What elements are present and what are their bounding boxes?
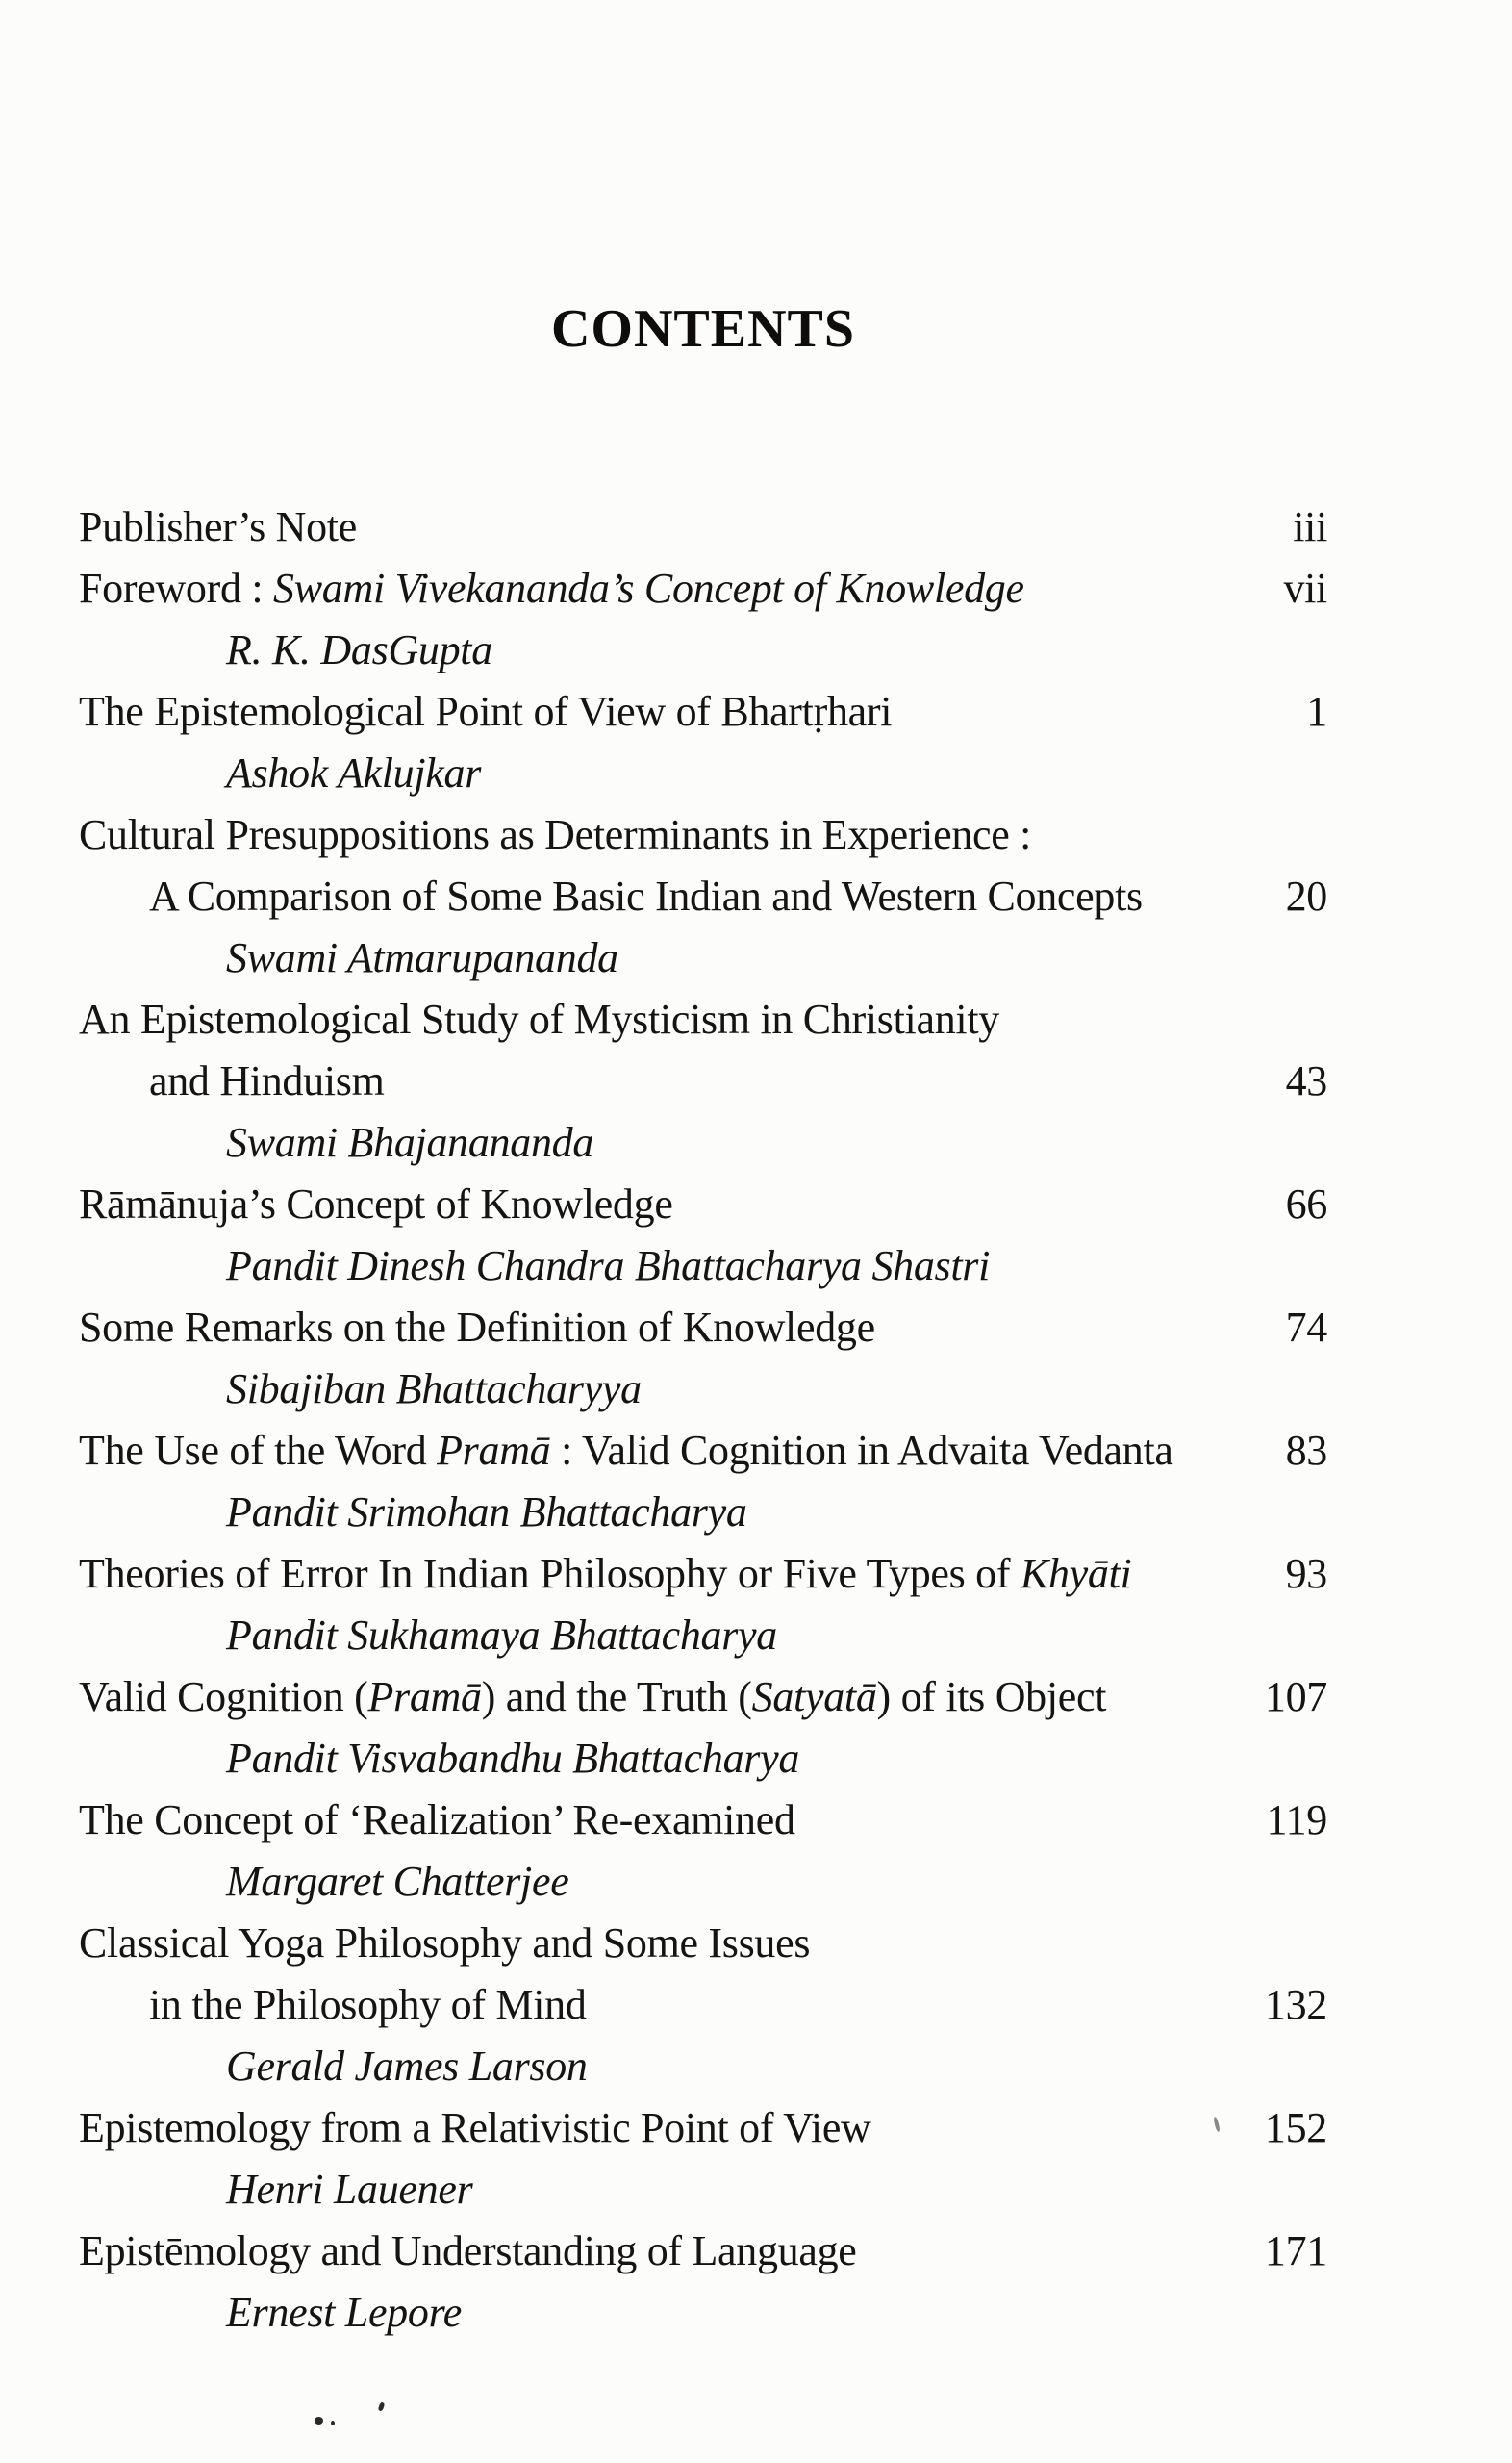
toc-entry-row [79, 496, 1327, 558]
author-name: Sibajiban Bhattacharyya [226, 1365, 642, 1412]
author-name: Pandit Visvabandhu Bhattacharya [226, 1735, 800, 1782]
toc-entry-row [79, 1051, 1327, 1112]
page-number: iii [1293, 503, 1327, 550]
author-name: Swami Bhajanananda [226, 1119, 594, 1166]
toc-author-row [79, 1851, 1327, 1913]
author-name: Gerald James Larson [226, 2043, 588, 2090]
entry-title: Epistēmology and Understanding of Language [79, 2227, 857, 2274]
entry-title: The Concept of ‘Realization’ Re-examined [79, 1796, 795, 1843]
scan-speck [331, 2421, 335, 2425]
page-number: 171 [1264, 2227, 1327, 2274]
entry-title: Rāmānuja’s Concept of Knowledge [79, 1181, 673, 1228]
page-number: 93 [1285, 1550, 1327, 1597]
page-number: 74 [1285, 1304, 1327, 1351]
author-name: R. K. DasGupta [226, 626, 492, 673]
toc-entry-row [79, 558, 1327, 620]
entry-title: Some Remarks on the Definition of Knowledge [79, 1304, 875, 1351]
toc-entry-row [79, 1543, 1327, 1605]
author-name: Ashok Aklujkar [226, 749, 482, 797]
page-number: 132 [1264, 1981, 1327, 2028]
entry-title-line2: A Comparison of Some Basic Indian and Western Concepts [149, 873, 1143, 920]
entry-title-line2: and Hinduism [149, 1057, 385, 1105]
toc-author-row [79, 1605, 1327, 1666]
toc-author-row [79, 2036, 1327, 2097]
entry-title-line1: An Epistemological Study of Mysticism in Christianity [79, 996, 999, 1043]
toc-author-row [79, 927, 1327, 989]
toc-entry-row [79, 1974, 1327, 2036]
entry-title: The Epistemological Point of View of Bhartṛhari [79, 688, 893, 735]
entry-title-line2: in the Philosophy of Mind [149, 1981, 587, 2028]
entry-title: Theories of Error In Indian Philosophy or Five Types of Khyāti [79, 1550, 1132, 1597]
toc-entry-row [79, 866, 1327, 927]
author-name: Ernest Lepore [226, 2289, 462, 2336]
toc-author-row [79, 1728, 1327, 1790]
page-number: 43 [1285, 1057, 1327, 1105]
author-name: Henri Lauener [226, 2166, 473, 2213]
entry-title: Epistemology from a Relativistic Point of View [79, 2104, 871, 2151]
author-name: Pandit Srimohan Bhattacharya [226, 1488, 747, 1536]
toc-author-row [79, 2159, 1327, 2221]
scan-speck [378, 2401, 386, 2411]
toc-author-row [79, 1112, 1327, 1174]
entry-title: Foreword : Swami Vivekananda’s Concept of Knowledge [79, 565, 1024, 612]
toc-entry-row [79, 804, 1327, 866]
toc-author-row [79, 1482, 1327, 1543]
toc-entry-row [79, 2221, 1327, 2282]
scan-speck [315, 2417, 323, 2425]
toc-entry-row [79, 1420, 1327, 1482]
author-name: Pandit Sukhamaya Bhattacharya [226, 1612, 777, 1659]
toc-author-row [79, 743, 1327, 804]
toc-entry-row [79, 1666, 1327, 1728]
toc-author-row [79, 620, 1327, 681]
author-name: Margaret Chatterjee [226, 1858, 569, 1905]
page-number: 1 [1306, 688, 1327, 735]
toc-author-row [79, 1235, 1327, 1297]
entry-title: The Use of the Word Pramā : Valid Cognition in Advaita Vedanta [79, 1427, 1173, 1474]
toc-entry-row [79, 989, 1327, 1051]
page-number: 119 [1266, 1796, 1327, 1843]
table-of-contents [79, 496, 1327, 2344]
toc-entry-row [79, 1297, 1327, 1358]
author-name: Pandit Dinesh Chandra Bhattacharya Shastri [226, 1242, 991, 1289]
toc-entry-row [79, 1174, 1327, 1235]
page-number: 66 [1285, 1181, 1327, 1228]
entry-title-line1: Cultural Presuppositions as Determinants in Experience : [79, 811, 1032, 858]
toc-author-row [79, 1358, 1327, 1420]
toc-author-row [79, 2282, 1327, 2344]
entry-title-line1: Classical Yoga Philosophy and Some Issues [79, 1919, 811, 1967]
toc-entry-row [79, 1790, 1327, 1851]
page-number: vii [1283, 565, 1327, 612]
toc-entry-row [79, 681, 1327, 743]
entry-title: Valid Cognition (Pramā) and the Truth (Satyatā) of its Object [79, 1673, 1107, 1720]
page-number: 107 [1264, 1673, 1327, 1720]
toc-entry-row [79, 1913, 1327, 1974]
page-title: CONTENTS [550, 299, 856, 359]
author-name: Swami Atmarupananda [226, 934, 618, 981]
page-number: 152 [1264, 2104, 1327, 2151]
page-number: 20 [1285, 873, 1327, 920]
page-number: 83 [1285, 1427, 1327, 1474]
entry-title: Publisher’s Note [79, 503, 357, 550]
toc-entry-row [79, 2097, 1327, 2159]
